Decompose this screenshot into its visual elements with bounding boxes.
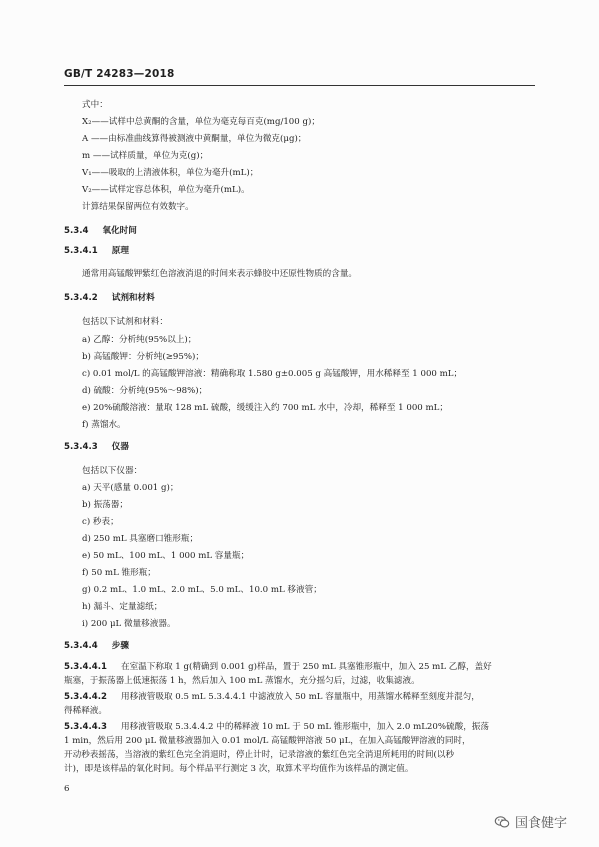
section-heading [64, 245, 129, 257]
list-item: b) 高锰酸钾：分析纯(≥95%)； [82, 352, 204, 362]
list-item: f) 蒸馏水。 [82, 420, 126, 430]
step-text: 在室温下称取 1 g(精确到 0.001 g)样品，置于 250 mL 具塞锥形瓶中，加入 25 mL 乙醇，盖好 [120, 662, 492, 672]
step-line: 瓶塞，于振荡器上低速振荡 1 h，然后加入 100 mL 蒸馏水，充分摇匀后，过滤，收集滤液。 [64, 676, 420, 686]
list-item: e) 50 mL、100 mL、1 000 mL 容量瓶； [82, 551, 250, 561]
section-heading [64, 292, 155, 304]
list-item: f) 50 mL 锥形瓶； [82, 568, 156, 578]
step-line [64, 661, 492, 673]
step-line [64, 721, 489, 733]
wechat-icon [494, 814, 510, 830]
watermark [494, 812, 567, 831]
step-line: 开动秒表摇荡，当溶液的紫红色完全消退时，停止计时，记录溶液的紫红色完全消退所耗用的时间(以秒 [64, 750, 455, 760]
section-title: 仪器 [111, 442, 129, 452]
list-item: e) 20%硫酸溶液：量取 128 mL 硫酸，缓缓注入约 700 mL 水中，冷却，稀释至 1 000 mL； [82, 403, 448, 413]
section-heading [64, 441, 129, 453]
section-title: 试剂和材料 [111, 293, 155, 303]
where-intro: 式中： [82, 100, 108, 110]
step-line [64, 691, 480, 703]
list-intro: 包括以下仪器： [82, 466, 143, 476]
section-number: 5.3.4.1 [64, 246, 98, 256]
step-text: 用移液管吸取 0.5 mL 5.3.4.4.1 中滤液放入 50 mL 容量瓶中，用蒸馏水稀释至刻度并混匀， [120, 692, 480, 702]
section-heading [64, 225, 137, 237]
section-title: 氧化时间 [102, 226, 137, 236]
section-number: 5.3.4.4 [64, 641, 98, 651]
list-item: d) 250 mL 具塞磨口锥形瓶； [82, 534, 199, 544]
list-item: a) 天平(感量 0.001 g)； [82, 483, 179, 493]
list-item: c) 0.01 mol/L 的高锰酸钾溶液：精确称取 1.580 g±0.005 g 高锰酸钾，用水稀释至 1 000 mL； [82, 369, 463, 379]
where-note: 计算结果保留两位有效数字。 [82, 202, 194, 212]
where-item: A ——由标准曲线算得被测液中黄酮量，单位为微克(μg)； [82, 134, 307, 144]
list-item: i) 200 μL 微量移液器。 [82, 619, 176, 629]
list-intro: 包括以下试剂和材料： [82, 317, 168, 327]
section-title: 步骤 [111, 641, 129, 651]
where-item: X₂——试样中总黄酮的含量，单位为毫克每百克(mg/100 g)； [82, 117, 320, 127]
section-number: 5.3.4.2 [64, 293, 98, 303]
standard-number: GB/T 24283—2018 [64, 68, 175, 80]
where-item: m ——试样质量，单位为克(g)； [82, 151, 209, 161]
list-item: h) 漏斗、定量滤纸； [82, 602, 163, 612]
watermark-text: 国食健字 [515, 816, 568, 831]
list-item: c) 秒表； [82, 517, 119, 527]
step-line: 1 min，然后用 200 μL 微量移液器加入 0.01 mol/L 高锰酸钾溶液 50 μL，在加入高锰酸钾溶液的同时， [64, 736, 471, 746]
step-number: 5.3.4.4.2 [64, 692, 107, 702]
step-line: 计)，即是该样品的氧化时间。每个样品平行测定 3 次，取算术平均值作为该样品的测定值。 [64, 764, 414, 774]
list-item: b) 振荡器； [82, 500, 128, 510]
list-item: g) 0.2 mL、1.0 mL、2.0 mL、5.0 mL、10.0 mL 移液管； [82, 585, 322, 595]
section-heading [64, 640, 129, 652]
step-line: 得稀释液。 [64, 706, 107, 716]
page-number: 6 [64, 784, 70, 794]
step-number: 5.3.4.4.3 [64, 722, 107, 732]
where-item: V₂——试样定容总体积，单位为毫升(mL)。 [82, 185, 250, 195]
list-item: a) 乙醇：分析纯(95%以上)； [82, 335, 197, 345]
list-item: d) 硫酸：分析纯(95%～98%)； [82, 386, 208, 396]
paragraph: 通常用高锰酸钾紫红色溶液消退的时间来表示蜂胶中还原性物质的含量。 [82, 269, 358, 279]
section-title: 原理 [111, 246, 129, 256]
where-item: V₁——吸取的上清液体积，单位为毫升(mL)； [82, 168, 259, 178]
step-text: 用移液管吸取 5.3.4.4.2 中的稀释液 10 mL 于 50 mL 锥形瓶中，加入 2.0 mL20%硫酸，振荡 [120, 722, 490, 732]
section-number: 5.3.4.3 [64, 442, 98, 452]
header-rule [64, 85, 535, 86]
step-number: 5.3.4.4.1 [64, 662, 107, 672]
section-number: 5.3.4 [64, 226, 89, 236]
